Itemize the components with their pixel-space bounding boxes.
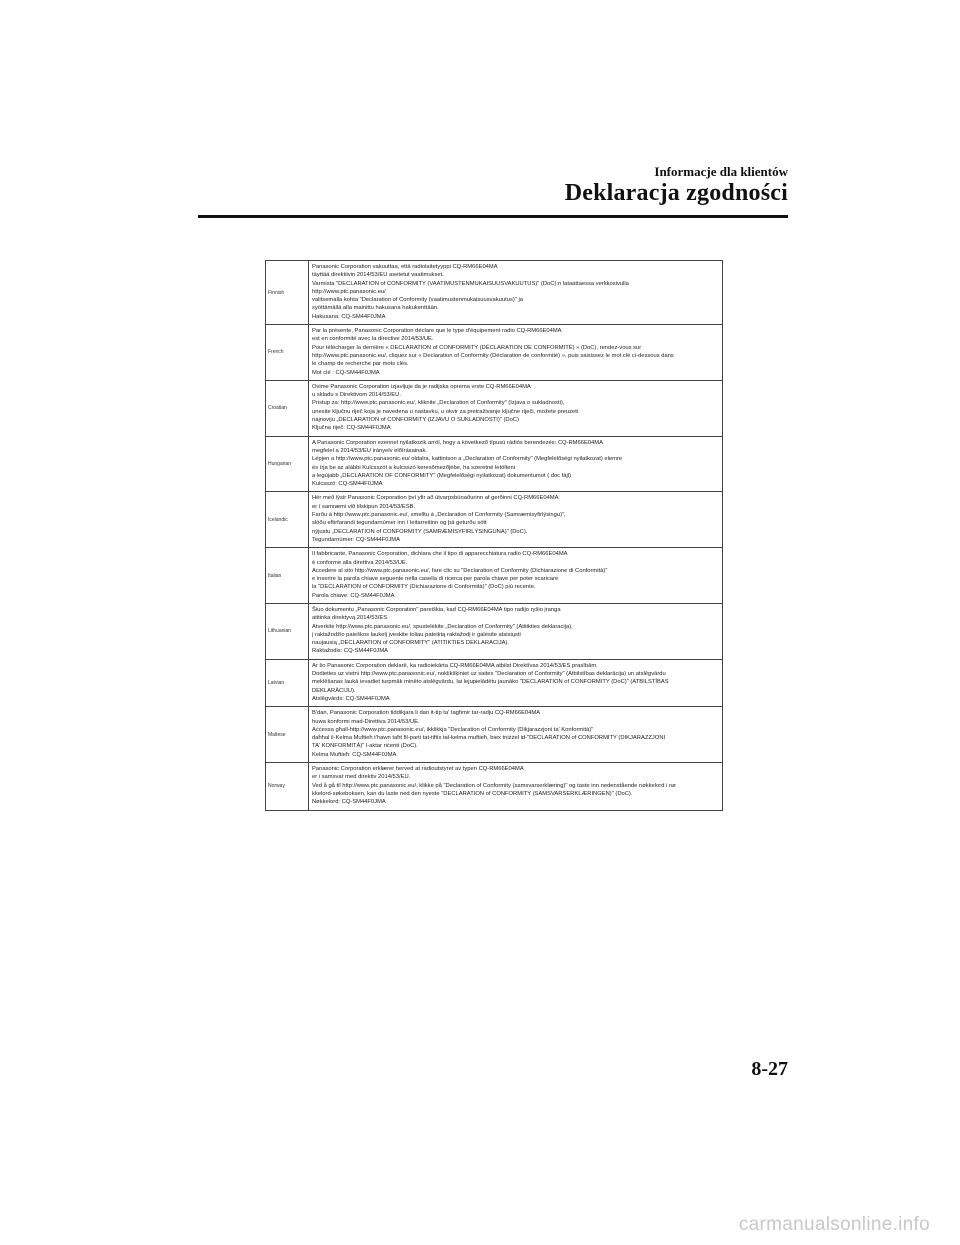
declaration-line: Aċċessa għall-http://www.ptc.panasonic.eu/, ikklikkja "Declaration of Conformity (Dikjarazzjoni ta' Konformità)" — [312, 726, 594, 733]
declaration-text — [309, 603, 723, 659]
table-row — [266, 548, 723, 604]
declaration-line: Ključna riječ: CQ-SM44F0JMA — [312, 425, 391, 432]
declaration-line: Parola chiave: CQ-SM44F0JMA — [312, 592, 395, 599]
declaration-text — [309, 707, 723, 763]
declaration-text — [309, 763, 723, 810]
declaration-line: Ovime Panasonic Corporation izjavljuje da je radijska oprema vrste CQ-RM66E04MA — [312, 383, 531, 390]
language-label: Norway — [266, 763, 309, 810]
language-label: Lithuanian — [266, 603, 309, 659]
declaration-line: kkelord-søkeboksen, kan du laste ned den nyeste "DECLARATION of CONFORMITY (SAMSVARSERKLÆRINGEN)" (DoC). — [312, 790, 633, 797]
declaration-line: täyttää direktiivin 2014/53/EU asetetut vaatimukset. — [312, 272, 444, 279]
table-row — [266, 436, 723, 492]
header-divider — [198, 215, 788, 218]
table-row — [266, 261, 723, 325]
language-label: Icelandic — [266, 492, 309, 548]
declaration-line: Par la présente, Panasonic Corporation déclare que le type d'équipement radio CQ-RM66E04MA — [312, 328, 562, 335]
declaration-text — [309, 548, 723, 604]
declaration-line: er í samræmi við tilskipun 2014/53/ESB. — [312, 503, 416, 510]
declaration-line: e inserire la parola chiave seguente nella casella di ricerca per parola chiave per poter scaricare — [312, 576, 559, 583]
declaration-line: Atverkite http://www.ptc.panasonic.eu/, spustelėkite „Declaration of Conformity" (Atitikties deklaracija), — [312, 623, 573, 630]
declaration-line: http://www.ptc.panasonic.eu/ — [312, 288, 386, 295]
declaration-text — [309, 492, 723, 548]
declaration-line: najnoviju „DECLARATION of CONFORMITY (IZJAVU O SUKLADNOSTI)" (DoC) — [312, 417, 519, 424]
language-label: Latvian — [266, 659, 309, 706]
language-label: Italian — [266, 548, 309, 604]
declaration-line: Panasonic Corporation erklærer herved at radioutstyret av typen CQ-RM66E04MA — [312, 766, 524, 773]
declaration-line: daħħal il-Kelma Muftieħ t'hawn taħt fil-parti tat-tiftix tal-kelma muftieħ, biex tniżżel id-"DECLARATION of CONFORMITY (DIKJARAZZJONI — [312, 735, 666, 742]
declaration-line: unesite ključnu riječ koja je navedena u nastavku, u okvir za pretraživanje ključne riječi, možete preuzeti — [312, 408, 579, 415]
declaration-line: į raktažodžio paieškos laukelį įveskite toliau pateiktą raktažodį ir galėsite atsisiųsti — [312, 631, 521, 638]
declaration-text — [309, 325, 723, 381]
page-number: 8-27 — [751, 1058, 788, 1080]
declaration-line: naujausią „DECLARATION of CONFORMITY" (ATITIKTIES DEKLARACIJA). — [312, 640, 510, 647]
declaration-line: Tegundarnúmer: CQ-SM44F0JMA — [312, 536, 400, 543]
declaration-line: Atslēgvārds: CQ-SM44F0JMA — [312, 695, 390, 702]
table-row — [266, 763, 723, 810]
declaration-line: le champ de recherche par mots clés. — [312, 361, 409, 368]
declaration-line: nýjustu „DECLARATION of CONFORMITY (SAMRÆMISYFIRLÝSINGUNA)" (DoC). — [312, 528, 528, 535]
declaration-line: Raktažodis: CQ-SM44F0JMA — [312, 648, 389, 655]
declaration-line: Šiuo dokumentu „Panasonic Corporation" pareiškia, kad CQ-RM66E04MA tipo radijo ryšio įranga — [312, 606, 561, 613]
declaration-line: TA' KONFORMITÀ)" l-aktar riċenti (DoC). — [312, 743, 418, 750]
declaration-line: Farðu á http://www.ptc.panasonic.eu/, smelltu á „Declaration of Conformity (Samræmisyfirlýsingu)", — [312, 512, 566, 519]
declaration-line: Hér með lýsir Panasonic Corporation því yfir að útvarpsbúnaðurinn af gerðinni CQ-RM66E04MA — [312, 495, 559, 502]
table-row — [266, 603, 723, 659]
declaration-line: Kulcsszó: CQ-SM44F0JMA — [312, 481, 383, 488]
declaration-table — [265, 260, 723, 811]
declaration-line: http://www.ptc.panasonic.eu/, cliquez sur « Declaration of Conformity (Déclaration de conformité) », puis saisissez le mot clé ci-dessous dans — [312, 352, 674, 359]
declaration-line: Lépjen a http://www.ptc.panasonic.eu/ oldalra, kattintson a „Declaration of Conformity" (Megfelelőségi nyilatkozat) elemre — [312, 456, 623, 463]
declaration-text — [309, 261, 723, 325]
language-label: Hungarian — [266, 436, 309, 492]
declaration-line: Ved å gå til http://www.ptc.panasonic.eu/, klikke på "Declaration of Conformity (samsvarserklæring)" og taste inn nedenstående nøkkelord i nø — [312, 782, 676, 789]
declaration-line: megfelel a 2014/53/EU irányelv előírásainak. — [312, 447, 428, 454]
declaration-line: DEKLARĀCIJU). — [312, 687, 356, 694]
declaration-line: Pour télécharger la dernière « DECLARATION of CONFORMITY (DÉCLARATION DE CONFORMITÉ) » (DoC), rendez-vous sur — [312, 344, 642, 351]
declaration-line: Hakusana: CQ-SM44F0JMA — [312, 313, 386, 320]
page-title: Deklaracja zgodności — [564, 180, 788, 206]
table-row — [266, 380, 723, 436]
declaration-line: valitsemalla kohta "Declaration of Conformity (vaatimustenmukaisuusvakuutus)" ja — [312, 297, 523, 304]
declaration-line: Mot clé : CQ-SM44F0JMA — [312, 369, 380, 376]
table-row — [266, 707, 723, 763]
declaration-line: la "DECLARATION of CONFORMITY (Dichiarazione di Conformità)" (DoC) più recente. — [312, 584, 536, 591]
language-label: Finnish — [266, 261, 309, 325]
declaration-line: Ar šo Panasonic Corporation deklarē, ka radioiekārta CQ-RM66E04MA atbilst Direktīvas 2014/53/ES prasībām. — [312, 662, 598, 669]
declaration-line: Il fabbricante, Panasonic Corporation, dichiara che il tipo di apparecchiatura radio CQ-RM66E04MA — [312, 551, 568, 558]
declaration-line: B'dan, Panasonic Corporation tiddikjara li dan it-tip ta' tagħmir tar-radju CQ-RM66E04MA — [312, 710, 541, 717]
declaration-line: Kelma Muftieħ: CQ-SM44F0JMA — [312, 751, 397, 758]
language-label: Croatian — [266, 380, 309, 436]
table-row — [266, 492, 723, 548]
declaration-line: est en conformité avec la directive 2014/53/UE. — [312, 336, 434, 343]
declaration-line: Panasonic Corporation vakuuttaa, että radiolaitetyyppi CQ-RM66E04MA — [312, 264, 498, 270]
declaration-line: Accedere al sito http://www.ptc.panasonic.eu/, fare clic su "Declaration of Conformity (Dichiarazione di Conformità)" — [312, 567, 608, 574]
declaration-line: Pristup za: http://www.ptc.panasonic.eu/, kliknite „Declaration of Conformity" (Izjava o sukladnosti), — [312, 400, 565, 407]
table-row — [266, 325, 723, 381]
declaration-line: a legújabb „DECLARATION OF CONFORMITY" (Megfelelőségi nyilatkozat) dokumentumot ( doc fájl) — [312, 472, 572, 479]
declaration-line: atitinka direktyvą 2014/53/ES. — [312, 615, 389, 622]
declaration-line: meklēšanas laukā ievadiet turpmāk minēto atslēgvārdu, lai lejupielādētu jaunāko "DECLARATION of CONFORMITY (DoC)" (ATBILSTĪBAS — [312, 679, 669, 686]
declaration-line: slóðu eftirfarandi tegundarnúmer inn í leitarreitinn og þá geturðu sótt — [312, 520, 487, 527]
declaration-line: A Panasonic Corporation ezennel nyilatkozik arról, hogy a következő típusú rádiós berendezés: CQ-RM66E04MA — [312, 439, 603, 446]
section-subtitle: Informacje dla klientów — [654, 164, 788, 179]
table-row — [266, 659, 723, 706]
declaration-line: Nøkkelord: CQ-SM44F0JMA — [312, 799, 386, 806]
declaration-line: u skladu s Direktivom 2014/53/EU. — [312, 392, 401, 399]
declaration-line: syöttämällä alla mainittu hakusana hakukenttään. — [312, 305, 439, 312]
declaration-line: huwa konformi mad-Direttiva 2014/53/UE. — [312, 718, 420, 725]
declaration-text — [309, 659, 723, 706]
declaration-text — [309, 436, 723, 492]
language-label: Maltese — [266, 707, 309, 763]
declaration-line: Dodieties uz vietni http://www.ptc.panasonic.eu/, noklikšķiniet uz saites "Declaration of Conformity" (Atbilstības deklarācija) un atslēgvārdu — [312, 671, 666, 678]
declaration-text — [309, 380, 723, 436]
watermark: carmanualsonline.info — [738, 1214, 930, 1235]
language-label: French — [266, 325, 309, 381]
declaration-line: è conforme alla direttiva 2014/53/UE. — [312, 559, 408, 566]
declaration-line: és írja be az alábbi Kulcsszót a kulcsszó keresőmezőjébe, ha szeretné letölteni — [312, 464, 515, 471]
declaration-line: Varmista "DECLARATION of CONFORMITY (VAATIMUSTENMUKAISUUSVAKUUTUS)" (DoC):n lataattaessa verkkosivulla — [312, 280, 629, 287]
declaration-line: er i samsvar med direktiv 2014/53/EU. — [312, 774, 411, 781]
